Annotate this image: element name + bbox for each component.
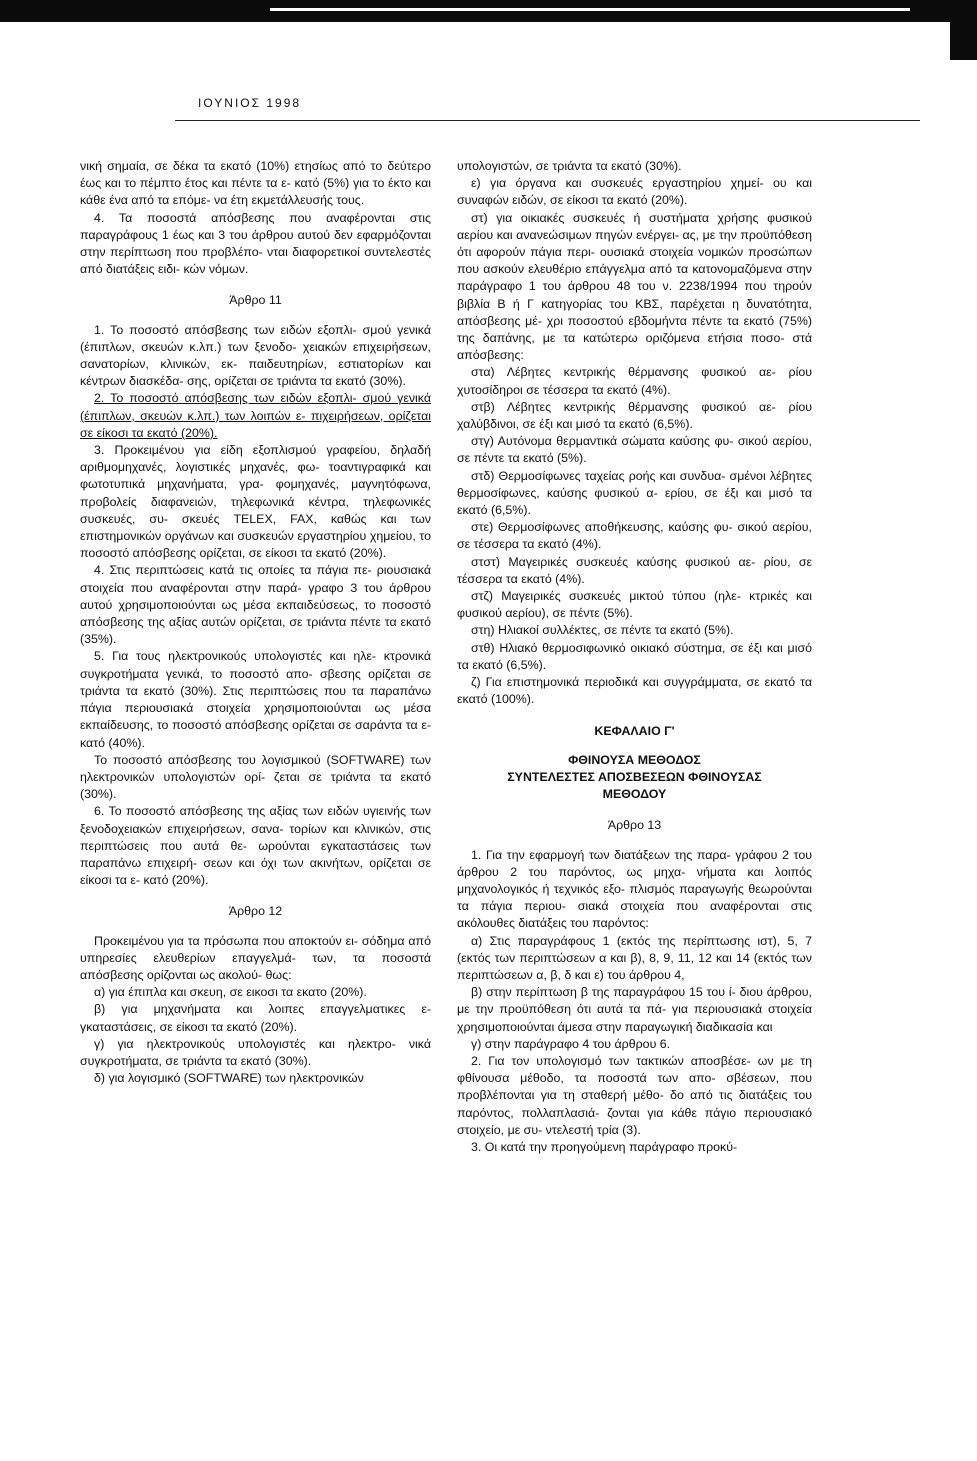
paragraph: β) στην περίπτωση β της παραγράφου 15 του ί- διου άρθρου, με την προϋπόθεση ότι αυτά τα πά- για περιουσιακά στοιχεία χρησιμοποιούνται άμεσα στην παραγωγική διαδικασία και xyxy=(457,985,812,1034)
paragraph: στθ) Ηλιακό θερμοσιφωνικό οικιακό σύστημα, σε έξι και μισό τα εκατό (6,5%). xyxy=(457,640,812,672)
paragraph: στα) Λέβητες κεντρικής θέρμανσης φυσικού αε- ρίου χυτοσίδηροι σε τέσσερα τα εκατό (4%). xyxy=(457,365,812,397)
paragraph: 2. Το ποσοστό απόσβεσης των ειδών εξοπλι- σμού γενικά (έπιπλων, σκευών κ.λπ.) των λοιπών ε- πιχειρήσεων, ορίζεται σε είκοσι τα εκατό (20%). xyxy=(80,391,431,440)
paragraph: στστ) Μαγειρικές συσκευές καύσης φυσικού αε- ρίου, σε τέσσερα τα εκατό (4%). xyxy=(457,554,812,586)
paragraph: Προκειμένου για τα πρόσωπα που αποκτούν ει- σόδημα από υπηρεσίες ελευθερίων επαγγελμά- των, τα ποσοστά απόσβεσης ορίζονται ως ακολού- θως: xyxy=(80,933,431,982)
paragraph: 4. Στις περιπτώσεις κατά τις οποίες τα πάγια πε- ριουσιακά στοιχεία που αναφέρονται στην παρά- γραφο 3 του άρθρου αυτού χρησιμοποιούνται ως μέσα εκπαιδεύσεως, το ποσοστό απόσβεσης της αξίας αυτών ορίζεται, σε τριάντα πέντε τα εκατό (35%). xyxy=(80,563,431,647)
chapter-heading: ΜΕΘΟΔΟΥ xyxy=(602,787,667,802)
paragraph: στ) για οικιακές συσκευές ή συστήματα χρήσης φυσικού αερίου και ανανεώσιμων πηγών ενέργει- ας, με την προϋπόθεση ότι αφορούν πάγια περι- ουσιακά στοιχεία νομικών προσώπων που ασκούν ελευθέριο επάγγελμα από τα κατονομαζόμενα στην παράγραφο 1 του άρθρου 48 του ν. 2238/1994 που τηρούν βιβλία Β ή Γ κατηγορίας του ΚΒΣ, παρέχεται η δυνατότητα, απόσβεσης μέ- χρι ποσοστού εβδομήντα πέντε τα εκατό (75%) της δαπάνης, με τα κατώτερω οριζόμενα ετήσια ποσο- στά απόσβεσης: xyxy=(457,210,812,363)
paragraph: στζ) Μαγειρικές συσκευές μικτού τύπου (ηλε- κτρικές και φυσικού αερίου), σε πέντε (5%). xyxy=(457,589,812,621)
chapter-heading: ΦΘΙΝΟΥΣΑ ΜΕΘΟΔΟΣ xyxy=(568,752,701,767)
paragraph: γ) στην παράγραφο 4 του άρθρου 6. xyxy=(471,1036,671,1051)
paragraph: α) Στις παραγράφους 1 (εκτός της περίπτωσης ιστ), 5, 7 (εκτός των περιπτώσεων α και β), 8, 9, 11, 12 και 14 (εκτός των περιπτώσεων α, β, δ και ε) του άρθρου 4, xyxy=(457,933,812,982)
paragraph: στδ) Θερμοσίφωνες ταχείας ροής και συνδυα- σμένοι λέβητες θερμοσίφωνες, καύσης φυσικού α- ερίου, σε έξι και μισό τα εκατό (6,5%). xyxy=(457,468,812,518)
page-header-date: ΙΟΥΝΙΟΣ 1998 xyxy=(198,96,302,110)
paragraph: στη) Ηλιακοί συλλέκτες, σε πέντε τα εκατό (5%). xyxy=(471,623,734,638)
header-rule xyxy=(175,120,920,121)
scan-edge-top xyxy=(0,0,977,22)
right-column xyxy=(457,158,812,1156)
paragraph: 6. Το ποσοστό απόσβεσης της αξίας των ειδών υγιεινής των ξενοδοχειακών επιχειρήσεων, σανα- τορίων και κλινικών, στις περιπτώσεις που αυτά θε- ωρούνται εγκαταστάσεις των παραπάνω επιχειρή- σεων και όχι των ακινήτων, ορίζεται σε είκοσι τα ε- κατό (20%). xyxy=(80,804,431,888)
paragraph: 1. Για την εφαρμογή των διατάξεων της παρα- γράφου 2 του άρθρου 2 του παρόντος, ως μηχα- νήματα και λοιπός μηχανολογικός ή τεχνικός εξο- πλισμός παραγωγής θεωρούνται τα πάγια περιου- σιακά στοιχεία που αναφέρονται στις ακόλουθες διατάξεις του παρόντος: xyxy=(457,847,812,931)
scan-edge-corner xyxy=(950,0,977,60)
paragraph: 1. Το ποσοστό απόσβεσης των ειδών εξοπλι- σμού γενικά (έπιπλων, σκευών κ.λπ.) των ξενοδο- χειακών επιχειρήσεων, σανατορίων, κλινικών, εκ- παιδευτηρίων, εστιατορίων και κέντρων διασκέδα- σης, ορίζεται σε τριάντα τα εκατό (30%). xyxy=(80,322,431,389)
left-column xyxy=(80,158,431,1087)
article-heading: Άρθρο 13 xyxy=(607,818,662,833)
paragraph: 4. Τα ποσοστά απόσβεσης που αναφέρονται στις παραγράφους 1 έως και 3 του άρθρου αυτού δεν εφαρμόζονται στην περίπτωση που προβλέπο- νται διαφορετικοί συντελεστές από διατάξεις ειδι- κών νόμων. xyxy=(80,210,431,277)
paragraph: β) για μηχανήματα και λοιπες επαγγελματικες ε- γκαταστάσεις, σε είκοσι τα εκατό (20%). xyxy=(80,1002,431,1034)
paragraph: 2. Για τον υπολογισμό των τακτικών αποσβέσε- ων με τη φθίνουσα μέθοδο, τα ποσοστά των απο- σβέσεων, που προβλέπονται για τη σταθερή μέθο- δο από τις διατάξεις του παρόντος, πολλαπλασιά- ζονται για κάθε πάγιο περιουσιακό στοιχείο, με συ- ντελεστή τρία (3). xyxy=(457,1053,812,1137)
paragraph: ζ) Για επιστημονικά περιοδικά και συγγράμματα, σε εκατό τα εκατό (100%). xyxy=(457,675,812,707)
paragraph: στγ) Αυτόνομα θερμαντικά σώματα καύσης φυ- σικού αερίου, σε πέντε τα εκατό (5%). xyxy=(457,434,812,466)
paragraph: Το ποσοστό απόσβεσης του λογισμικού (SOFTWARE) των ηλεκτρονικών υπολογιστών ορί- ζεται σε τριάντα τα εκατό (30%). xyxy=(80,752,431,802)
article-heading: Άρθρο 11 xyxy=(229,293,282,308)
paragraph: 5. Για τους ηλεκτρονικούς υπολογιστές και ηλε- κτρονικά συγκροτήματα γενικά, το ποσοστό απο- σβεσης ορίζεται σε τριάντα τα εκατό (30%). Στις περιπτώσεις που τα παραπάνω πάγια περιουσιακά στοιχεία χρησιμοποιούνται ως μέσα εκπαίδευσης, το ποσοστό απόσβεσης ορίζεται σε σαράντα τα ε- κατό (40%). xyxy=(80,649,431,750)
paragraph: νική σημαία, σε δέκα τα εκατό (10%) ετησίως από το δεύτερο έως και το πέμπτο έτος και πέντε τα ε- κατό (5%) για το έκτο και κάθε ένα από τα επόμε- να έτη εκμετάλλευσής τους. xyxy=(80,159,431,208)
paragraph: στβ) Λέβητες κεντρικής θέρμανσης φυσικού αε- ρίου χαλύβδινοι, σε έξι και μισό τα εκατό (6,5%). xyxy=(457,399,812,432)
scan-edge-rule xyxy=(270,8,910,11)
chapter-heading: ΚΕΦΑΛΑΙΟ Γ' xyxy=(594,723,675,738)
article-heading: Άρθρο 12 xyxy=(228,904,283,919)
paragraph: στε) Θερμοσίφωνες αποθήκευσης, καύσης φυ- σικού αερίου, σε τέσσερα τα εκατό (4%). xyxy=(457,520,812,552)
paragraph: 3. Προκειμένου για είδη εξοπλισμού γραφείου, δηλαδή αριθμομηχανές, λογιστικές μηχανές, φω- τοαντιγραφικά και φωτοτυπικά μηχανήματα, γρα- φομηχανές, μαγνητόφωνα, προβολείς διαφανειών, τηλεφωνικά κέντρα, τηλεφωνικές συσκευές, συ- σκευές TELEX, FAX, καθώς και των επιστημονικών οργάνων και συσκευών εργαστηρίου χημείου, το ποσοστό απόσβεσης ορίζεται, σε είκοσι τα εκατό (20%). xyxy=(80,443,431,561)
paragraph: γ) για ηλεκτρονικούς υπολογιστές και ηλεκτρο- νικά συγκροτήματα, σε τριάντα τα εκατό (30%). xyxy=(80,1036,431,1068)
paragraph: υπολογιστών, σε τριάντα τα εκατό (30%). xyxy=(457,159,682,173)
paragraph: ε) για όργανα και συσκευές εργαστηρίου χημεί- ου και συναφών ειδών, σε είκοσι τα εκατό (20%). xyxy=(457,176,812,208)
paragraph: α) για έπιπλα και σκευη, σε εικοσι τα εκατο (20%). xyxy=(94,985,367,1000)
paragraph: 3. Οι κατά την προηγούμενη παράγραφο προκύ- xyxy=(471,1139,738,1154)
paragraph: δ) για λογισμικό (SOFTWARE) των ηλεκτρονικών xyxy=(94,1071,364,1086)
chapter-heading: ΣΥΝΤΕΛΕΣΤΕΣ ΑΠΟΣΒΕΣΕΩΝ ΦΘΙΝΟΥΣΑΣ xyxy=(507,769,762,784)
